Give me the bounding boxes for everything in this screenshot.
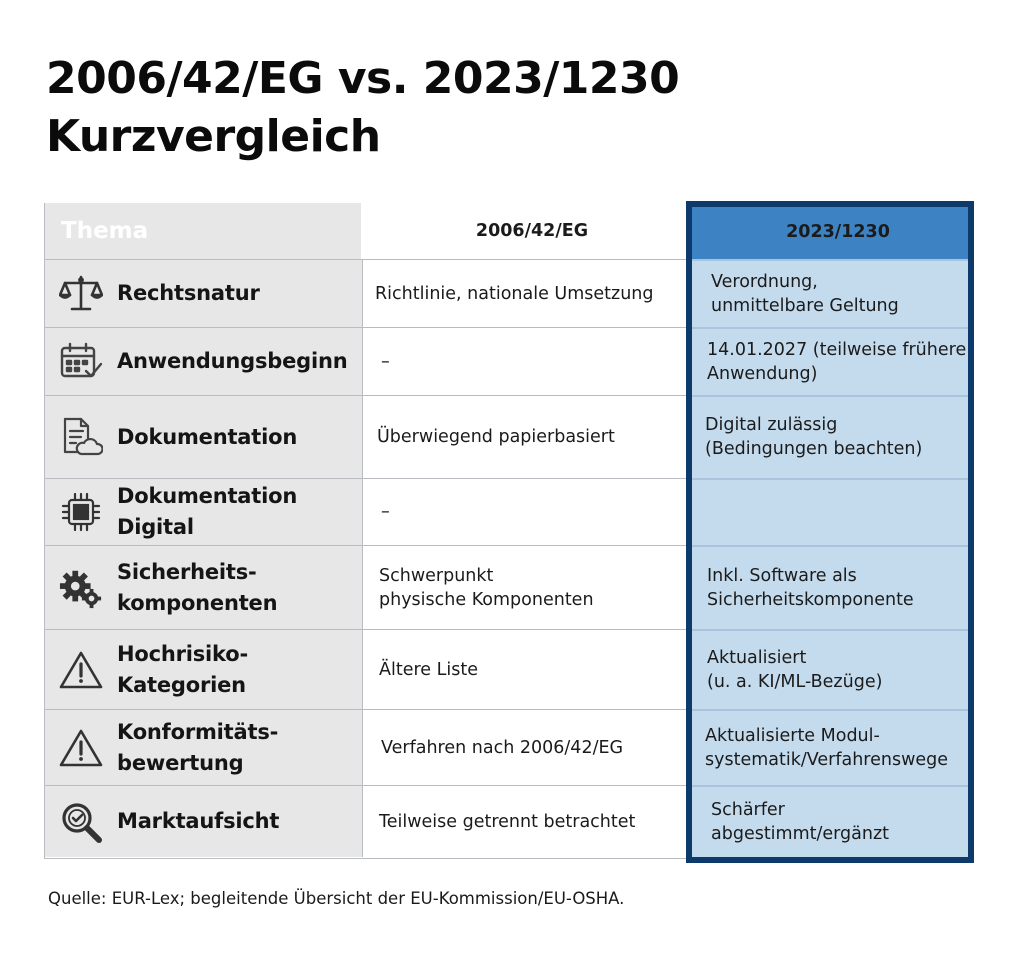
topic-label bbox=[117, 717, 278, 779]
new-value-line: Aktualisierte Modul- bbox=[705, 726, 880, 746]
topic-label: Marktaufsicht bbox=[117, 809, 280, 833]
new-cell-sicherheitskomponenten bbox=[691, 545, 971, 629]
page-title bbox=[46, 50, 679, 166]
old-value: Ältere Liste bbox=[379, 659, 478, 680]
topic-cell-marktaufsicht bbox=[45, 785, 363, 857]
topic-cell-rechtsnatur bbox=[45, 259, 363, 327]
new-value-line: unmittelbare Geltung bbox=[711, 296, 899, 316]
warning-icon bbox=[59, 726, 103, 770]
magnifier-check-icon bbox=[59, 800, 103, 844]
new-value-line: Verordnung, bbox=[711, 272, 818, 292]
old-value: – bbox=[381, 502, 390, 522]
gears-icon bbox=[59, 566, 103, 610]
new-value-line: (u. a. KI/ML-Bezüge) bbox=[707, 672, 883, 692]
document-cloud-icon bbox=[59, 415, 103, 459]
old-cell-dokumentation bbox=[363, 395, 691, 478]
topic-cell-sicherheitskomponenten bbox=[45, 545, 363, 629]
old-value: Teilweise getrennt betrachtet bbox=[379, 811, 636, 832]
topic-label-line: Sicherheits- bbox=[117, 559, 257, 584]
old-cell-konformitaetsbewertung bbox=[363, 709, 691, 785]
old-cell-anwendungsbeginn bbox=[363, 327, 691, 395]
new-cell-anwendungsbeginn bbox=[691, 327, 971, 395]
header-thema: Thema bbox=[45, 203, 363, 259]
topic-label: Dokumentation bbox=[117, 424, 298, 449]
topic-label bbox=[117, 557, 277, 619]
old-cell-hochrisiko-kategorien bbox=[363, 629, 691, 709]
comparison-table bbox=[44, 203, 970, 859]
new-cell-dokumentation bbox=[691, 395, 971, 478]
new-value-line: Sicherheitskomponente bbox=[707, 590, 914, 610]
title-line-2: Kurzvergleich bbox=[46, 111, 381, 162]
topic-label-line: Konformitäts- bbox=[117, 719, 279, 744]
header-2006-42-eg: 2006/42/EG bbox=[363, 203, 691, 259]
old-value: Verfahren nach 2006/42/EG bbox=[381, 737, 624, 758]
header-2023-1230: 2023/1230 bbox=[691, 203, 971, 259]
old-cell-marktaufsicht bbox=[363, 785, 691, 857]
new-value-line: Schärfer bbox=[711, 800, 785, 820]
new-cell-konformitaetsbewertung bbox=[691, 709, 971, 785]
calendar-check-icon bbox=[59, 340, 103, 384]
topic-label: Hochrisiko-Kategorien bbox=[117, 641, 248, 697]
topic-label: Rechtsnatur bbox=[117, 281, 260, 305]
topic-label-line: komponenten bbox=[117, 590, 278, 615]
topic-cell-dokumentation bbox=[45, 395, 363, 478]
topic-label: Anwendungsbeginn bbox=[117, 349, 348, 373]
chip-icon bbox=[59, 490, 103, 534]
new-cell-marktaufsicht bbox=[691, 785, 971, 857]
old-value-line: physische Komponenten bbox=[379, 589, 594, 610]
new-value-line: (Bedingungen beachten) bbox=[705, 439, 923, 459]
scales-icon bbox=[59, 272, 103, 316]
old-cell-rechtsnatur bbox=[363, 259, 691, 327]
old-cell-sicherheitskomponenten bbox=[363, 545, 691, 629]
title-line-1: 2006/42/EG vs. 2023/1230 bbox=[46, 53, 680, 104]
warning-icon bbox=[59, 648, 103, 692]
new-cell-dokumentation-digital bbox=[691, 478, 971, 545]
old-value: – bbox=[381, 351, 390, 372]
topic-cell-konformitaetsbewertung bbox=[45, 709, 363, 785]
new-value-line: Inkl. Software als bbox=[707, 566, 857, 586]
new-value-line: systematik/Verfahrenswege bbox=[705, 750, 949, 770]
new-cell-rechtsnatur bbox=[691, 259, 971, 327]
new-value-line: Digital zulässig bbox=[705, 415, 838, 435]
source-note: Quelle: EUR-Lex; begleitende Übersicht der EU-Kommission/EU-OSHA. bbox=[48, 889, 625, 908]
new-value-line: Aktualisiert bbox=[707, 648, 807, 668]
new-value-line: abgestimmt/ergänzt bbox=[711, 824, 890, 844]
new-cell-hochrisiko-kategorien bbox=[691, 629, 971, 709]
topic-cell-dokumentation-digital bbox=[45, 478, 363, 545]
old-cell-dokumentation-digital bbox=[363, 478, 691, 545]
new-value-line: Anwendung) bbox=[707, 364, 818, 384]
old-value: Überwiegend papierbasiert bbox=[377, 427, 615, 447]
new-value-line: 14.01.2027 (teilweise frühere bbox=[707, 340, 967, 360]
topic-label: Dokumentation Digital bbox=[117, 484, 298, 539]
topic-cell-anwendungsbeginn bbox=[45, 327, 363, 395]
old-value-line: Schwerpunkt bbox=[379, 565, 494, 586]
topic-label-line: bewertung bbox=[117, 750, 244, 775]
old-value: Richtlinie, nationale Umsetzung bbox=[375, 283, 654, 304]
topic-cell-hochrisiko-kategorien bbox=[45, 629, 363, 709]
